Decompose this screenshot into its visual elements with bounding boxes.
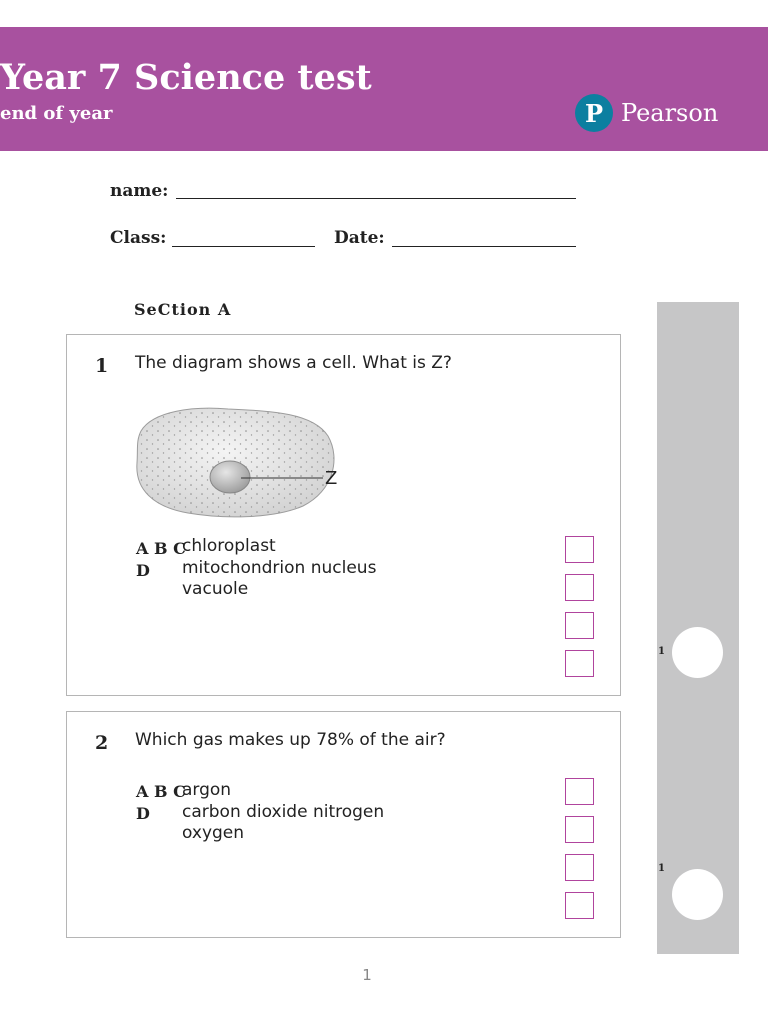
question-number: 1 — [95, 355, 109, 377]
question-2-box — [66, 711, 621, 938]
question-1-box — [66, 334, 621, 696]
option-line: chloroplast — [182, 536, 276, 556]
question-1-marks: 1 — [658, 646, 665, 657]
class-field[interactable] — [172, 246, 315, 247]
name-label: name: — [110, 181, 169, 201]
question-number: 2 — [95, 732, 109, 754]
answer-letters — [136, 538, 186, 582]
option-line: carbon dioxide nitrogen — [182, 801, 385, 822]
answer-checkbox-a[interactable] — [565, 778, 594, 805]
answer-checkbox-c[interactable] — [565, 854, 594, 881]
page-number: 1 — [362, 966, 372, 984]
answer-options — [182, 780, 384, 845]
label-z: Z — [325, 468, 338, 489]
option-line: oxygen — [182, 823, 245, 843]
class-label: Class: — [110, 228, 167, 248]
answer-checkbox-a[interactable] — [565, 536, 594, 563]
question-2-mark-circle — [672, 869, 723, 920]
question-2-marks: 1 — [658, 863, 665, 874]
date-label: Date: — [334, 228, 385, 248]
answer-checkbox-c[interactable] — [565, 612, 594, 639]
pearson-logo-icon: P — [575, 94, 613, 132]
section-label: SeCtion A — [134, 300, 232, 319]
question-text: Which gas makes up 78% of the air? — [135, 730, 446, 750]
letters-d: D — [136, 804, 150, 823]
answer-checkbox-b[interactable] — [565, 816, 594, 843]
letters-d: D — [136, 561, 150, 580]
answer-checkbox-d[interactable] — [565, 650, 594, 677]
answer-checkbox-d[interactable] — [565, 892, 594, 919]
question-1-mark-circle — [672, 627, 723, 678]
pearson-logo — [575, 93, 718, 133]
answer-letters — [136, 781, 186, 825]
pearson-logo-text: Pearson — [621, 99, 719, 127]
name-field[interactable] — [176, 198, 576, 199]
letters-abc: A B C — [136, 782, 186, 801]
option-line: mitochondrion nucleus — [182, 557, 377, 578]
answer-checkbox-b[interactable] — [565, 574, 594, 601]
answer-options — [182, 536, 376, 601]
test-title: Year 7 Science test — [0, 57, 372, 98]
question-text: The diagram shows a cell. What is Z? — [135, 353, 452, 373]
cell-diagram — [133, 401, 353, 521]
test-subtitle: end of year — [0, 103, 113, 124]
date-field[interactable] — [392, 246, 576, 247]
letters-abc: A B C — [136, 539, 186, 558]
option-line: argon — [182, 780, 232, 800]
header-banner — [0, 27, 768, 151]
option-line: vacuole — [182, 579, 249, 599]
